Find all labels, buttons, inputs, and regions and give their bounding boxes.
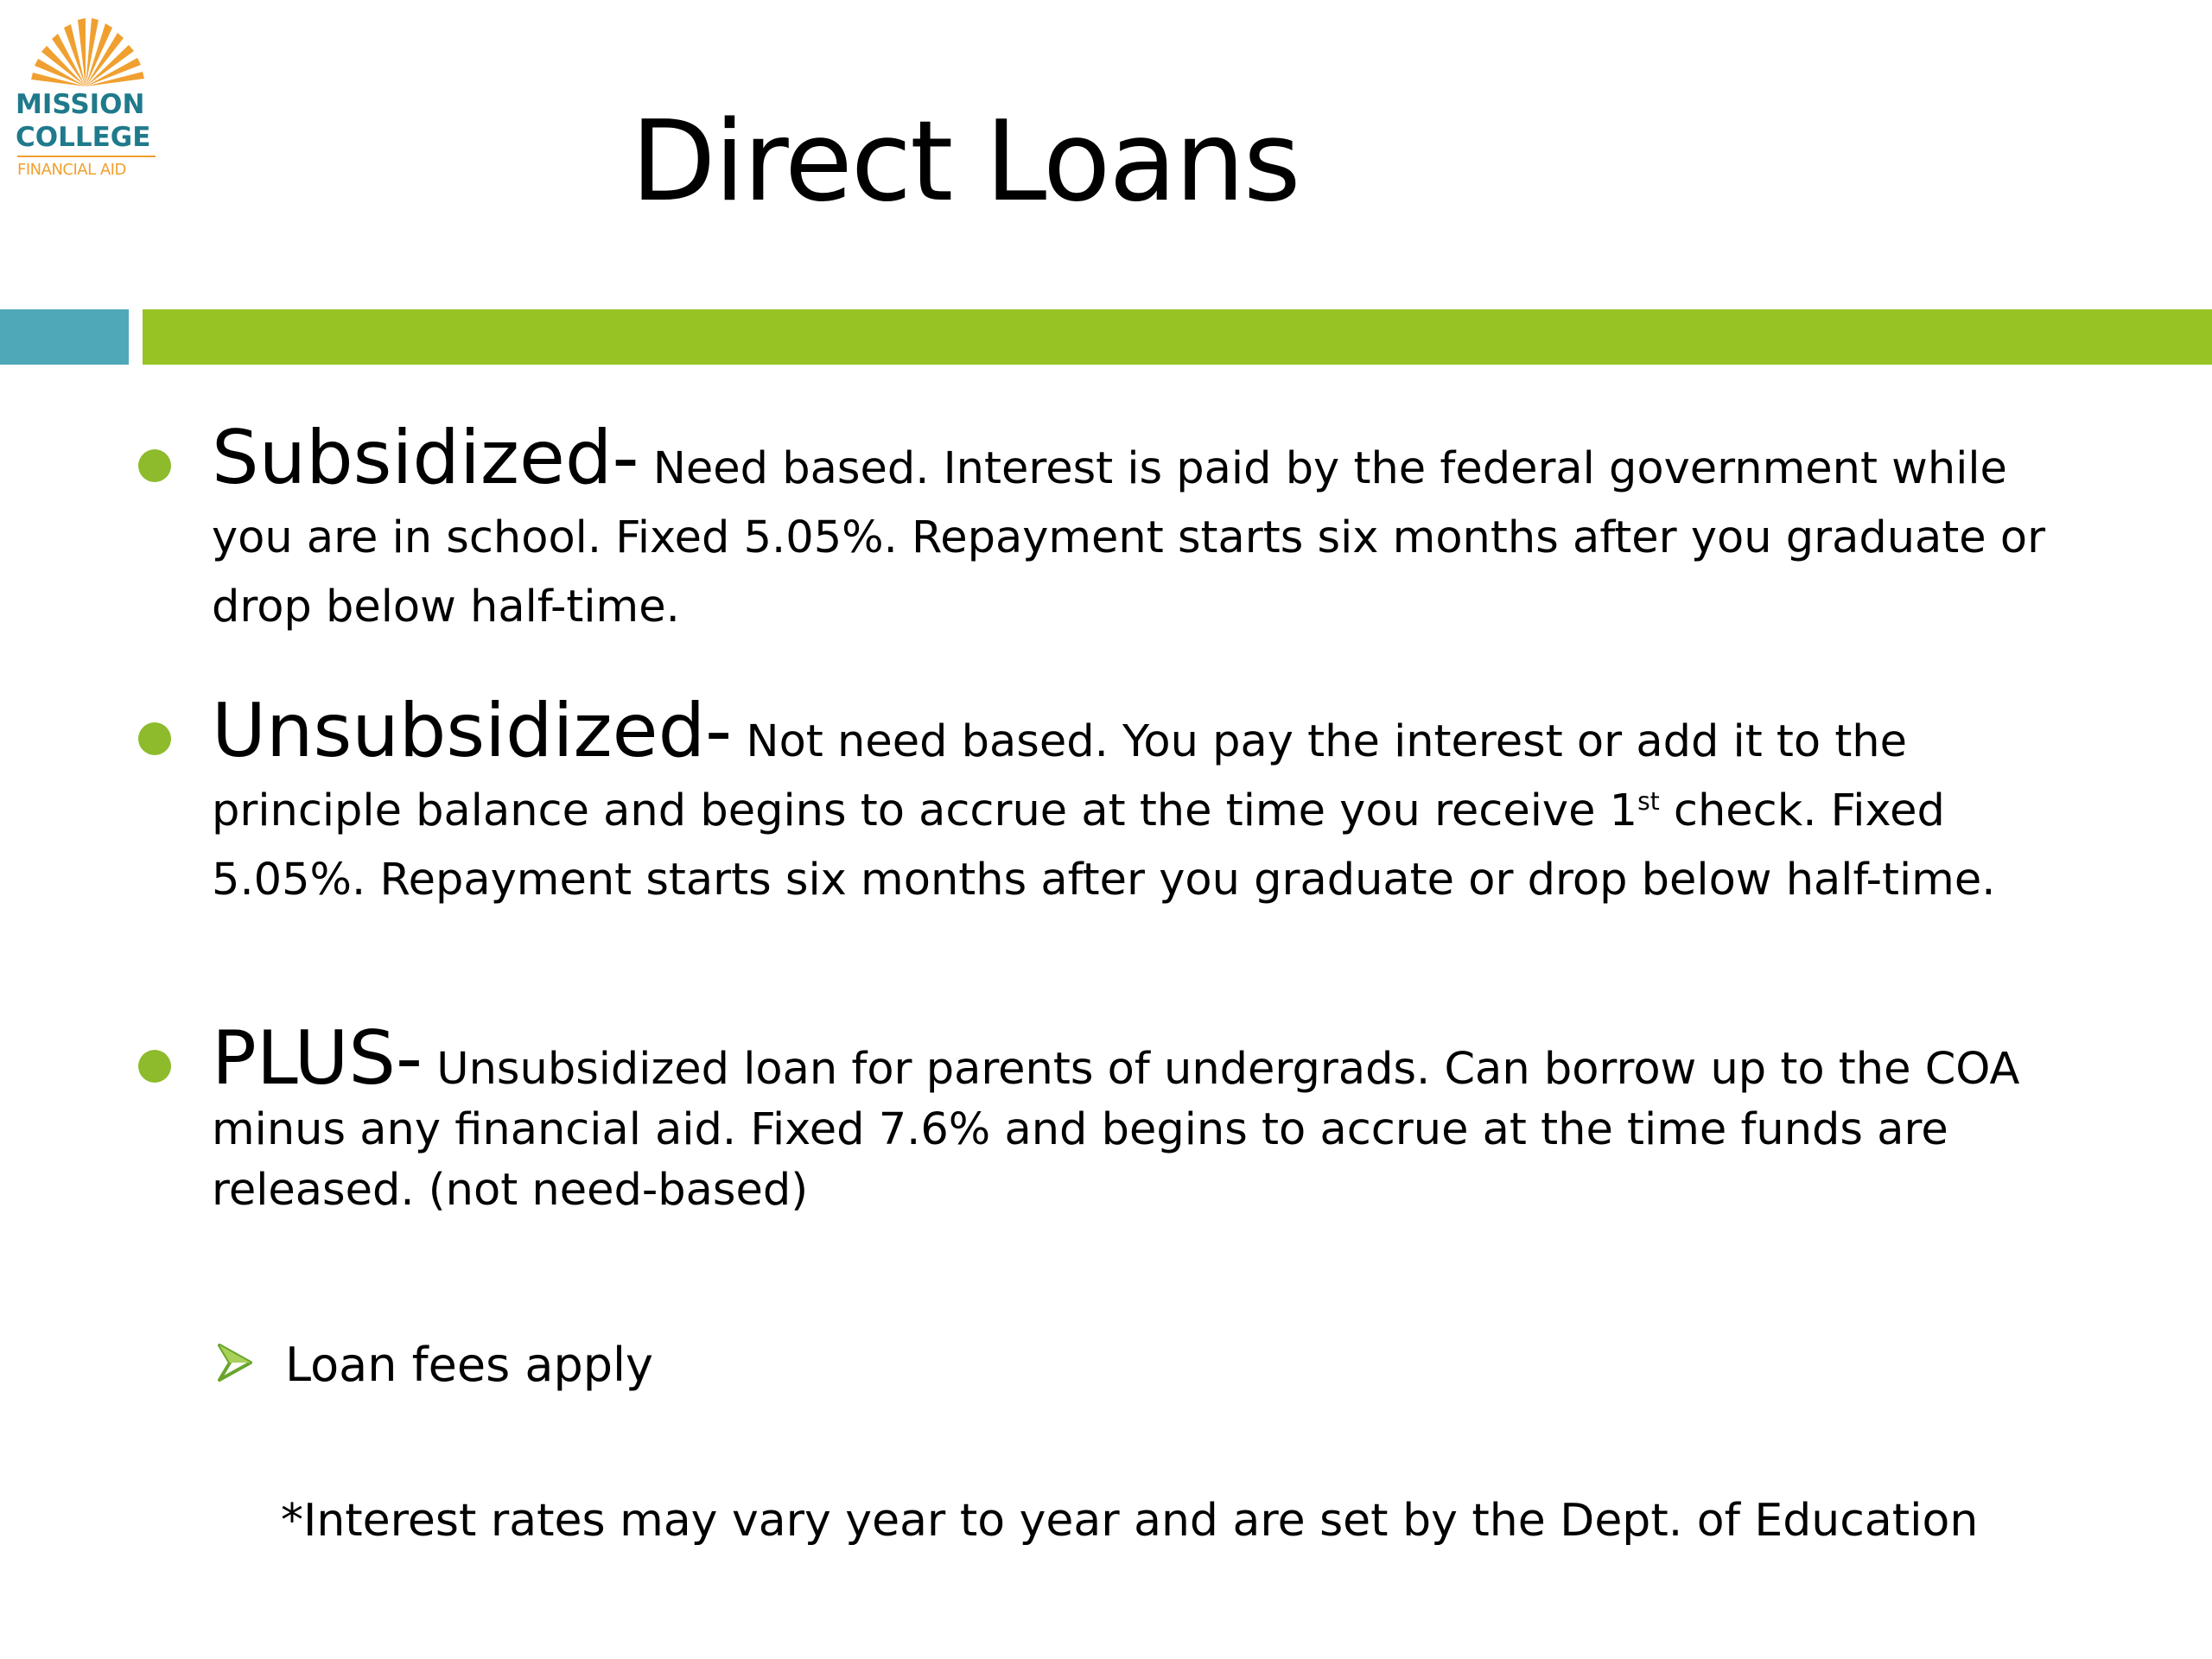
sub-bullet-loan-fees — [285, 1335, 653, 1395]
logo-divider — [17, 156, 156, 157]
bullet-term: Unsubsidized- — [212, 688, 733, 774]
bullet-plus — [212, 1015, 2078, 1221]
bullet-dot-icon — [138, 1050, 171, 1083]
bullet-text: Need based. Interest is paid by the federal government while you are in school. Fixed 5.05%. Repayment starts six months after you graduate or drop below half-time. — [212, 443, 2046, 632]
bullet-term: Subsidized- — [212, 415, 639, 501]
logo-text-college: COLLEGE — [16, 122, 151, 153]
sunburst-icon — [12, 12, 159, 90]
bullet-text-continued: check. Fixed 5.05%. Repayment starts six months after you graduate or drop below half-time. — [212, 785, 1996, 906]
header-bar-teal — [0, 309, 129, 365]
bullet-dot-icon — [138, 722, 171, 755]
mission-college-logo — [12, 12, 159, 185]
header-bar-green — [143, 309, 2212, 365]
bullet-text: Not need based. You pay the interest or add it to the principle balance and begins to accrue at the time you receive 1 — [212, 716, 1908, 836]
logo-text-financial-aid: FINANCIAL AID — [17, 161, 126, 179]
sub-bullet-text: Loan fees apply — [285, 1338, 654, 1392]
arrow-bullet-icon — [218, 1344, 252, 1382]
footnote: *Interest rates may vary year to year and are set by the Dept. of Education — [281, 1495, 1979, 1547]
bullet-subsidized — [212, 415, 2078, 642]
bullet-unsubsidized — [212, 688, 2078, 915]
slide-title: Direct Loans — [631, 98, 1300, 226]
bullet-dot-icon — [138, 449, 171, 482]
logo-text-mission: MISSION — [16, 89, 145, 120]
ordinal-suffix: st — [1637, 787, 1660, 816]
bullet-term: PLUS- — [212, 1015, 423, 1102]
bullet-text: Unsubsidized loan for parents of undergrads. Can borrow up to the COA minus any financial aid. Fixed 7.6% and begins to accrue at the time funds are released. (not need-based) — [212, 1044, 2020, 1216]
